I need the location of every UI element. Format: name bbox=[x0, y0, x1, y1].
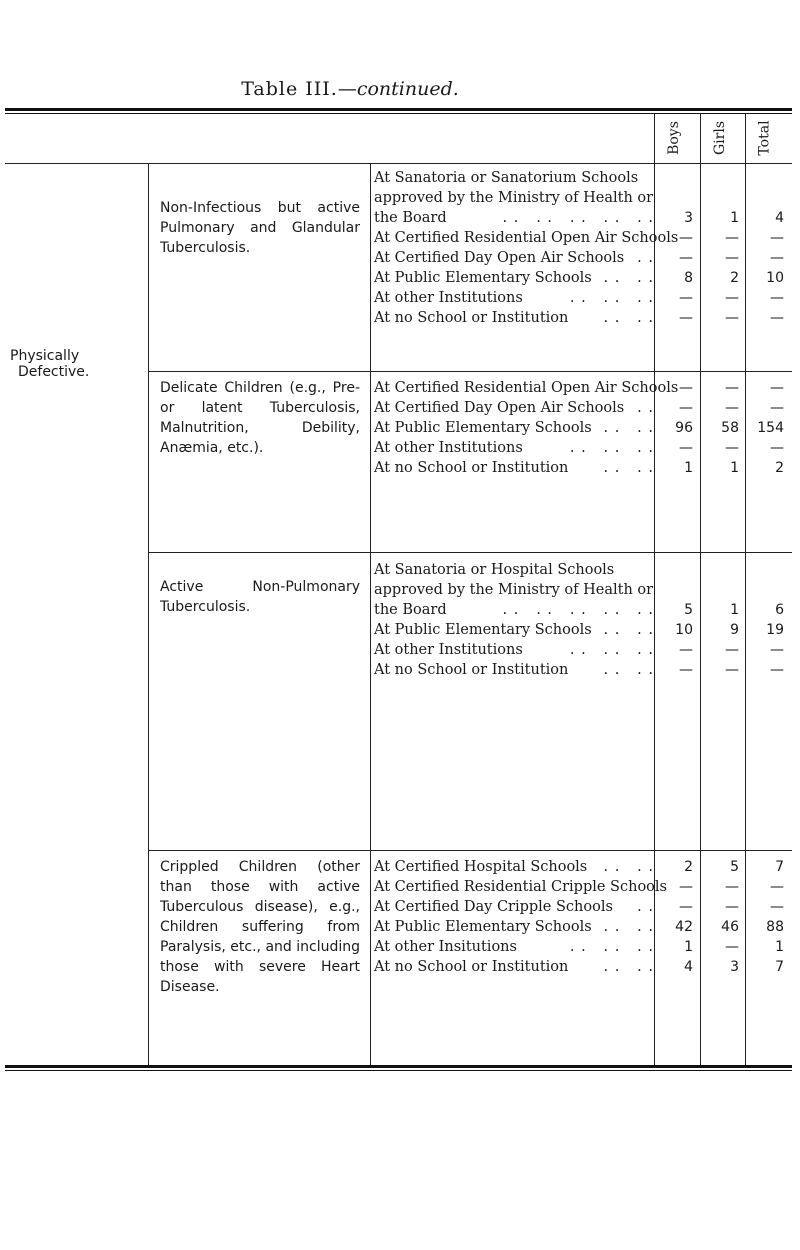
category-label: Physically Defective. bbox=[10, 348, 90, 380]
column-header-girls: Girls bbox=[711, 120, 728, 156]
table-row: At Public Elementary Schools . . . . 96 58 154 bbox=[374, 420, 784, 436]
column-header-total: Total bbox=[756, 120, 773, 156]
top-rule bbox=[5, 108, 792, 111]
table-row: At Certified Day Open Air Schools . . — — — bbox=[374, 250, 784, 266]
table-row: At other Institutions . . . . . . — — — bbox=[374, 440, 784, 456]
group-label-delicate: Delicate Children (e.g., Pre- or latent Tuberculosis, Malnutrition, Debility, Anæmia, etc.). bbox=[160, 380, 360, 456]
table-row: At Public Elementary Schools . . . . 42 46 88 bbox=[374, 919, 784, 935]
group-separator bbox=[148, 850, 792, 851]
table-title bbox=[0, 78, 700, 100]
table-row: At other Institutions . . . . . . — — — bbox=[374, 642, 784, 658]
table-row: At Sanatoria or Hospital Schools bbox=[374, 562, 615, 578]
table-row: At Certified Residential Open Air Schools — — — bbox=[374, 380, 784, 396]
group-label-crippled: Crippled Children (other than those with active Tuberculous disease), e.g., Children suffering from Paralysis, etc., and including those with severe Heart Disease. bbox=[160, 859, 360, 995]
bottom-rule bbox=[5, 1065, 792, 1068]
table-row: approved by the Ministry of Health or bbox=[374, 582, 654, 598]
table-row: At no School or Institution . . . . — — — bbox=[374, 310, 784, 326]
table-row: At no School or Institution . . . . 1 1 2 bbox=[374, 460, 784, 476]
group-divider bbox=[370, 163, 371, 1066]
group-separator bbox=[148, 371, 792, 372]
table-row: At other Insitutions . . . . . . 1 — 1 bbox=[374, 939, 784, 955]
category-divider bbox=[148, 163, 149, 1066]
table-row: At Public Elementary Schools . . . . 8 2 10 bbox=[374, 270, 784, 286]
header-rule bbox=[5, 163, 792, 164]
table-row: At no School or Institution . . . . 4 3 7 bbox=[374, 959, 784, 975]
group-separator bbox=[148, 552, 792, 553]
table-row: At no School or Institution . . . . — — — bbox=[374, 662, 784, 678]
table-title-main: Table III. bbox=[241, 78, 338, 100]
group-label-active-non-pulmonary: Active Non-Pulmonary Tuberculosis. bbox=[160, 579, 360, 615]
table-row: At other Institutions . . . . . . — — — bbox=[374, 290, 784, 306]
table-row: At Certified Day Cripple Schools . . — — — bbox=[374, 899, 784, 915]
column-header-boys: Boys bbox=[666, 121, 682, 155]
table-row: At Certified Residential Cripple Schools — — — bbox=[374, 879, 784, 895]
table-row: approved by the Ministry of Health or bbox=[374, 190, 654, 206]
table-row: At Sanatoria or Sanatorium Schools bbox=[374, 170, 639, 186]
table-row: At Certified Hospital Schools . . . . 2 5 7 bbox=[374, 859, 784, 875]
table-title-continued: —continued. bbox=[337, 78, 459, 100]
group-label-non-infectious: Non-Infectious but active Pulmonary and Glandular Tuberculosis. bbox=[160, 200, 360, 256]
bottom-rule-thin bbox=[5, 1070, 792, 1071]
table-row: At Certified Day Open Air Schools . . — — — bbox=[374, 400, 784, 416]
table-row: At Public Elementary Schools . . . . 10 9 19 bbox=[374, 622, 784, 638]
table-row: the Board . . . . . . . . . . 3 1 4 bbox=[374, 210, 784, 226]
table-row: the Board . . . . . . . . . . 5 1 6 bbox=[374, 602, 784, 618]
table-row: At Certified Residential Open Air Schools — — — bbox=[374, 230, 784, 246]
